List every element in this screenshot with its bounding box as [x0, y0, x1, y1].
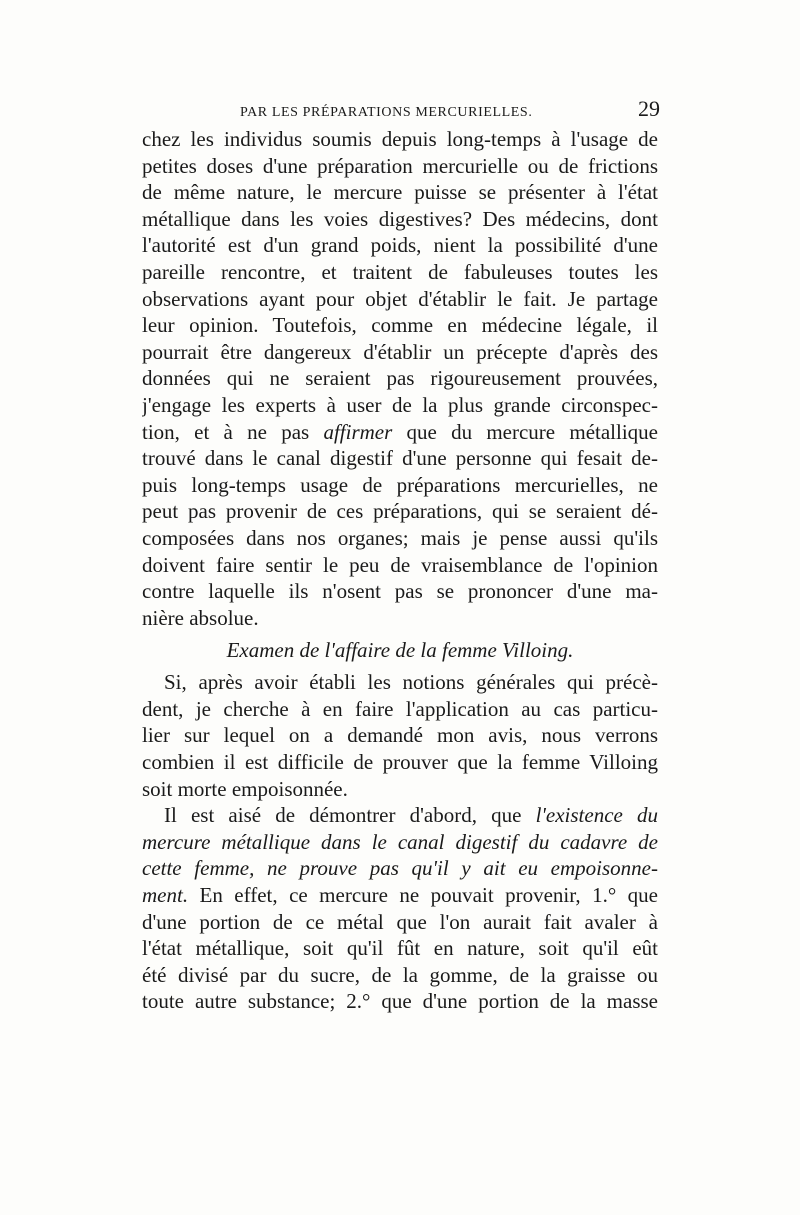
text-line: leur opinion. Toutefois, comme en médecine légale, il [142, 313, 658, 338]
text-line: l'autorité est d'un grand poids, nient la possibilité d'une [142, 233, 658, 258]
running-title: PAR LES PRÉPARATIONS MERCURIELLES. [240, 105, 533, 120]
text-line: pareille rencontre, et traitent de fabuleuses toutes les [142, 259, 658, 284]
text-segment: Il est aisé de démontrer d'abord, que [164, 803, 522, 828]
text-line: composées dans nos organes; mais je pense aussi qu'ils [142, 525, 658, 550]
text-line: été divisé par du sucre, de la gomme, de la graisse ou [142, 962, 658, 987]
text-line: pourrait être dangereux d'établir un précepte d'après des [142, 339, 658, 364]
text-line: métallique dans les voies digestives? Des médecins, dont [142, 206, 658, 231]
text-line: puis long-temps usage de préparations mercurielles, ne [142, 472, 658, 497]
paragraph-demonstration [142, 802, 658, 1015]
emphasis-word: affirmer [323, 419, 393, 444]
text-line: toute autre substance; 2.° que d'une portion de la masse [142, 989, 658, 1014]
emphasis-segment: l'existence du [535, 803, 658, 828]
text-line: trouvé dans le canal digestif d'une personne qui fesait de- [142, 446, 658, 471]
text-line [142, 802, 658, 829]
text-line: doivent faire sentir le peu de vraisemblance de l'opinion [142, 552, 658, 577]
page-number: 29 [638, 96, 660, 121]
text-line: l'état métallique, soit qu'il fût en nature, soit qu'il eût [142, 936, 658, 961]
paragraph-intro [142, 126, 658, 631]
text-line: combien il est difficile de prouver que la femme Villoing [142, 750, 658, 775]
text-segment: que du mercure métallique [406, 419, 658, 444]
text-line: lier sur lequel on a demandé mon avis, nous verrons [142, 723, 658, 748]
text-line [142, 882, 658, 909]
paragraph-case [142, 669, 658, 802]
text-line: données qui ne seraient pas rigoureusement prouvées, [142, 366, 658, 391]
text-line: chez les individus soumis depuis long-temps à l'usage de [142, 127, 658, 151]
text-segment: En effet, ce mercure ne pouvait provenir, 1.° que [199, 883, 658, 908]
body-text [142, 126, 658, 1015]
text-line: j'engage les experts à user de la plus grande circonspec- [142, 392, 658, 417]
text-line: nière absolue. [142, 605, 259, 630]
text-line: peut pas provenir de ces préparations, qui se seraient dé- [142, 499, 658, 524]
text-line: soit morte empoisonnée. [142, 776, 348, 801]
text-line: petites doses d'une préparation mercurielle ou de frictions [142, 153, 658, 178]
text-line: contre laquelle ils n'osent pas se prononcer d'une ma- [142, 579, 658, 604]
emphasis-segment: ment. [142, 883, 189, 908]
text-line: Si, après avoir établi les notions générales qui précè- [164, 670, 658, 695]
text-line: observations ayant pour objet d'établir le fait. Je partage [142, 286, 658, 311]
section-heading: Examen de l'affaire de la femme Villoing. [226, 638, 574, 663]
text-line: de même nature, le mercure puisse se présenter à l'état [142, 180, 658, 205]
text-line: d'une portion de ce métal que l'on aurait fait avaler à [142, 909, 658, 934]
text-line: cette femme, ne prouve pas qu'il y ait eu empoisonne- [142, 856, 658, 881]
running-head [142, 96, 660, 122]
text-line: mercure métallique dans le canal digestif du cadavre de [142, 829, 658, 854]
text-line: dent, je cherche à en faire l'application au cas particu- [142, 696, 658, 721]
text-line [142, 419, 658, 446]
text-segment: tion, et à ne pas [142, 419, 310, 444]
